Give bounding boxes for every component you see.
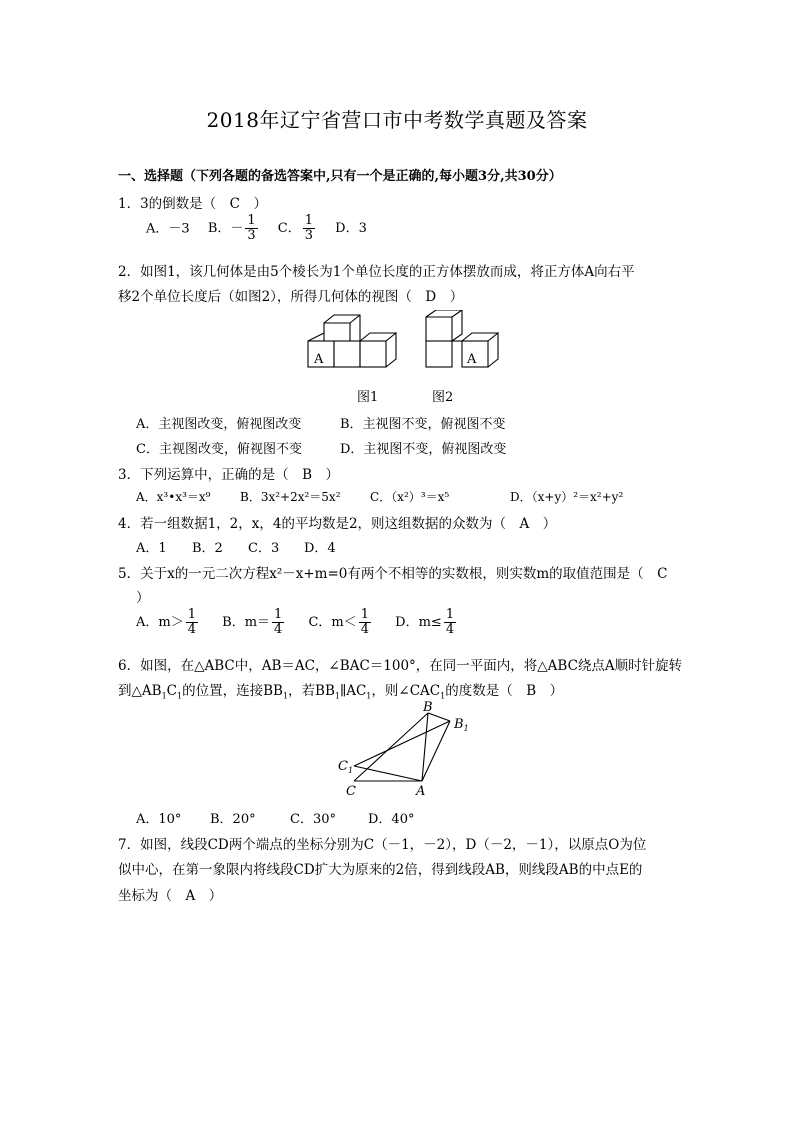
option-b: B．－ $\frac{1}{3}$ xyxy=(207,213,256,244)
question-2-option-a: A．主视图改变，俯视图改变 xyxy=(136,417,302,432)
question-6-line2: 到$\triangle AB_1C_1$的位置，连接$BB_1$，若$BB_1\parallel AC_1$，则$\angle CAC_1$的度数是（ B ） xyxy=(118,683,564,701)
question-2-line1: 2．如图1，该几何体是由5个棱长为1个单位长度的正方体摆放而成，将正方体A向右平 xyxy=(118,264,635,280)
question-4-option-a: A．1 xyxy=(136,541,167,556)
option-b: B．m＝ $\frac{1}{4}$ xyxy=(222,607,283,638)
question-3-option-b: B．3x²+2x²＝5x² xyxy=(240,490,341,504)
question-2-line2: 移2个单位长度后（如图2），所得几何体的视图（ D ） xyxy=(118,289,464,305)
label-a: A xyxy=(416,784,426,799)
section-heading: 一、选择题（下列各题的备选答案中,只有一个是正确的,每小题3分,共30分） xyxy=(118,169,562,184)
figure-2-caption: 图2 xyxy=(432,390,454,405)
question-3-option-d: D．（x+y）²＝x²+y² xyxy=(510,490,624,504)
question-6-option-d: D．40° xyxy=(368,812,415,827)
option-c: C． $\frac{1}{3}$ xyxy=(277,213,314,244)
label-c1: $C_1$ xyxy=(338,759,354,775)
question-1-stem: 1．3的倒数是（ C ） xyxy=(118,196,268,212)
option-c: C．m＜ $\frac{1}{4}$ xyxy=(308,607,370,638)
question-2-option-c: C．主视图改变，俯视图不变 xyxy=(136,442,302,457)
option-d: D．m≤ $\frac{1}{4}$ xyxy=(395,607,455,638)
figure-1-caption: 图1 xyxy=(357,390,379,405)
question-7-line1: 7．如图，线段CD两个端点的坐标分别为C（－1，－2），D（－2，－1），以原点O为位 xyxy=(118,837,647,853)
question-4-option-b: B．2 xyxy=(192,541,223,556)
question-2-option-b: B．主视图不变，俯视图不变 xyxy=(340,417,506,432)
question-3-stem: 3．下列运算中，正确的是（ B ） xyxy=(118,467,340,483)
question-6-option-a: A．10° xyxy=(136,812,182,827)
question-6-option-b: B．20° xyxy=(210,812,256,827)
figure-2-label-a: A xyxy=(467,352,477,367)
question-4-option-c: C．3 xyxy=(248,541,280,556)
label-b: B xyxy=(423,700,433,715)
label-b1: $B_1$ xyxy=(454,717,469,733)
page-title: 2018年辽宁省营口市中考数学真题及答案 xyxy=(206,108,588,132)
question-5-line1: 5．关于x的一元二次方程x²－x+m=0有两个不相等的实数根，则实数m的取值范围是（ C xyxy=(118,566,668,582)
question-7-line2: 似中心，在第一象限内将线段CD扩大为原来的2倍，得到线段AB，则线段AB的中点E的 xyxy=(118,862,643,878)
question-5-options xyxy=(136,608,458,638)
question-5-line2: ） xyxy=(136,590,150,606)
question-1-options xyxy=(146,214,367,244)
triangle-rotation-figure xyxy=(330,698,480,802)
option-d: D．3 xyxy=(335,221,367,237)
question-3-option-a: A．x³•x³＝x⁹ xyxy=(136,490,211,504)
label-c: C xyxy=(346,784,356,799)
option-a: A．－3 xyxy=(146,221,190,237)
question-4-stem: 4．若一组数据1，2，x，4的平均数是2，则这组数据的众数为（ A ） xyxy=(118,516,557,532)
question-7-line3: 坐标为（ A ） xyxy=(118,888,223,904)
option-a: A．m＞ $\frac{1}{4}$ xyxy=(136,607,196,638)
question-4-option-d: D．4 xyxy=(304,541,336,556)
figure-2-cubes xyxy=(426,310,498,367)
question-3-option-c: C．（x²）³＝x⁵ xyxy=(370,490,450,504)
question-2-option-d: D．主视图不变，俯视图改变 xyxy=(340,442,507,457)
figure-1-label-a: A xyxy=(314,352,324,367)
cube-figures xyxy=(300,310,520,380)
question-6-line1: 6．如图，在△ABC中，AB＝AC，∠BAC＝100°，在同一平面内，将△ABC绕点A顺时针旋转 xyxy=(118,658,683,674)
question-6-option-c: C．30° xyxy=(290,812,336,827)
